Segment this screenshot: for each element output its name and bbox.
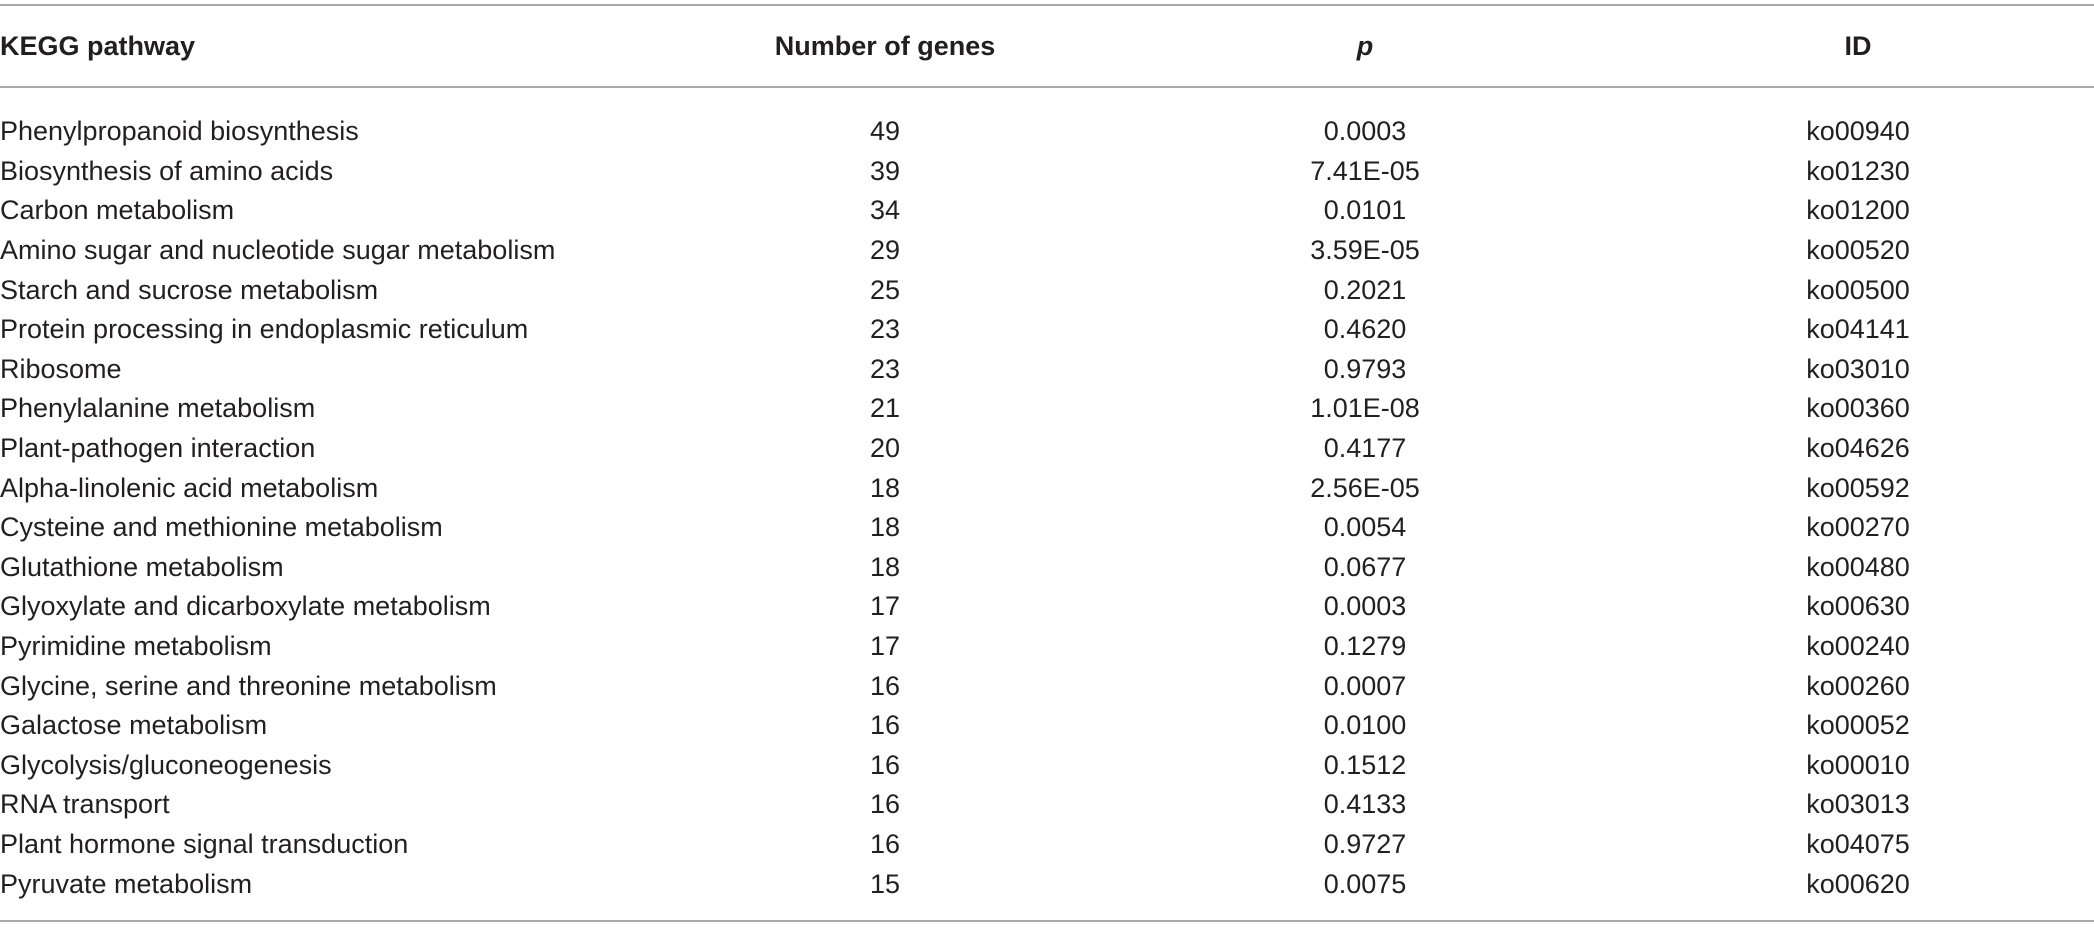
table-row [0, 587, 2094, 627]
cell-p-value: 7.41E-05 [1310, 155, 1420, 186]
cell-pathway: Plant hormone signal transduction [0, 828, 409, 859]
cell-pathway: Pyrimidine metabolism [0, 631, 272, 662]
cell-id: ko04141 [1806, 314, 1910, 345]
cell-number-of-genes: 18 [869, 512, 901, 543]
cell-p-value: 0.1512 [1323, 749, 1407, 780]
table-row [0, 746, 2094, 786]
cell-pathway: Phenylalanine metabolism [0, 393, 316, 424]
cell-pathway: Biosynthesis of amino acids [0, 155, 334, 186]
table-row [0, 152, 2094, 192]
cell-number-of-genes: 39 [869, 155, 901, 186]
cell-id: ko00010 [1806, 749, 1910, 780]
bottom-rule [0, 920, 2094, 922]
cell-p-value: 0.1279 [1323, 631, 1407, 662]
cell-number-of-genes: 15 [869, 868, 901, 899]
cell-pathway: Cysteine and methionine metabolism [0, 512, 443, 543]
cell-number-of-genes: 21 [869, 393, 901, 424]
cell-p-value: 0.4133 [1323, 789, 1407, 820]
cell-id: ko04075 [1806, 828, 1910, 859]
cell-number-of-genes: 34 [869, 195, 901, 226]
table-row [0, 825, 2094, 865]
cell-pathway: Galactose metabolism [0, 710, 268, 741]
cell-pathway: Plant-pathogen interaction [0, 433, 316, 464]
cell-id: ko04626 [1806, 433, 1910, 464]
cell-pathway: Starch and sucrose metabolism [0, 274, 379, 305]
table-row [0, 508, 2094, 548]
table-row [0, 310, 2094, 350]
cell-id: ko00260 [1806, 670, 1910, 701]
cell-id: ko00480 [1806, 551, 1910, 582]
cell-p-value: 0.0054 [1323, 512, 1407, 543]
cell-number-of-genes: 16 [869, 828, 901, 859]
cell-p-value: 0.0003 [1323, 116, 1407, 147]
table-row [0, 706, 2094, 746]
table-row [0, 627, 2094, 667]
table-row [0, 429, 2094, 469]
table-row [0, 864, 2094, 904]
cell-number-of-genes: 49 [869, 116, 901, 147]
cell-p-value: 0.4177 [1323, 433, 1407, 464]
cell-id: ko00240 [1806, 631, 1910, 662]
cell-id: ko00592 [1806, 472, 1910, 503]
cell-pathway: Carbon metabolism [0, 195, 235, 226]
cell-id: ko00270 [1806, 512, 1910, 543]
table-row [0, 191, 2094, 231]
header-p-value: p [1356, 30, 1374, 61]
cell-p-value: 0.2021 [1323, 274, 1407, 305]
table-row [0, 389, 2094, 429]
cell-number-of-genes: 16 [869, 670, 901, 701]
cell-number-of-genes: 23 [869, 314, 901, 345]
cell-number-of-genes: 23 [869, 353, 901, 384]
cell-p-value: 0.0007 [1323, 670, 1407, 701]
cell-pathway: Ribosome [0, 353, 122, 384]
cell-id: ko00940 [1806, 116, 1910, 147]
table-row [0, 350, 2094, 390]
cell-id: ko03010 [1806, 353, 1910, 384]
cell-p-value: 0.0101 [1323, 195, 1407, 226]
cell-p-value: 0.9793 [1323, 353, 1407, 384]
cell-number-of-genes: 16 [869, 749, 901, 780]
cell-pathway: Pyruvate metabolism [0, 868, 253, 899]
cell-id: ko00360 [1806, 393, 1910, 424]
table-body [0, 88, 2094, 920]
table-row [0, 270, 2094, 310]
cell-pathway: Phenylpropanoid biosynthesis [0, 116, 359, 147]
cell-number-of-genes: 20 [869, 433, 901, 464]
cell-id: ko00052 [1806, 710, 1910, 741]
cell-p-value: 0.4620 [1323, 314, 1407, 345]
cell-number-of-genes: 29 [869, 235, 901, 266]
cell-number-of-genes: 17 [869, 591, 901, 622]
cell-id: ko00620 [1806, 868, 1910, 899]
cell-number-of-genes: 16 [869, 710, 901, 741]
cell-number-of-genes: 16 [869, 789, 901, 820]
cell-id: ko00520 [1806, 235, 1910, 266]
cell-p-value: 3.59E-05 [1310, 235, 1420, 266]
table-row [0, 112, 2094, 152]
cell-id: ko03013 [1806, 789, 1910, 820]
table-row [0, 548, 2094, 588]
cell-pathway: Glyoxylate and dicarboxylate metabolism [0, 591, 491, 622]
cell-number-of-genes: 25 [869, 274, 901, 305]
table-row [0, 666, 2094, 706]
table-header [0, 6, 2094, 86]
cell-number-of-genes: 18 [869, 551, 901, 582]
cell-p-value: 0.0003 [1323, 591, 1407, 622]
cell-id: ko00500 [1806, 274, 1910, 305]
cell-pathway: RNA transport [0, 789, 170, 820]
table-row [0, 468, 2094, 508]
cell-pathway: Amino sugar and nucleotide sugar metabolism [0, 235, 556, 266]
cell-id: ko01200 [1806, 195, 1910, 226]
header-number-of-genes: Number of genes [774, 30, 996, 61]
cell-number-of-genes: 18 [869, 472, 901, 503]
cell-pathway: Glutathione metabolism [0, 551, 284, 582]
cell-pathway: Alpha-linolenic acid metabolism [0, 472, 379, 503]
cell-pathway: Glycolysis/gluconeogenesis [0, 749, 332, 780]
cell-id: ko01230 [1806, 155, 1910, 186]
cell-number-of-genes: 17 [869, 631, 901, 662]
cell-p-value: 2.56E-05 [1310, 472, 1420, 503]
table-row [0, 785, 2094, 825]
table-row [0, 231, 2094, 271]
cell-pathway: Protein processing in endoplasmic reticulum [0, 314, 529, 345]
cell-p-value: 0.9727 [1323, 828, 1407, 859]
cell-pathway: Glycine, serine and threonine metabolism [0, 670, 497, 701]
cell-p-value: 0.0100 [1323, 710, 1407, 741]
kegg-pathway-table [0, 4, 2094, 922]
cell-p-value: 0.0075 [1323, 868, 1407, 899]
cell-id: ko00630 [1806, 591, 1910, 622]
header-id: ID [1844, 30, 1872, 61]
cell-p-value: 1.01E-08 [1310, 393, 1420, 424]
header-kegg-pathway: KEGG pathway [0, 30, 196, 61]
cell-p-value: 0.0677 [1323, 551, 1407, 582]
